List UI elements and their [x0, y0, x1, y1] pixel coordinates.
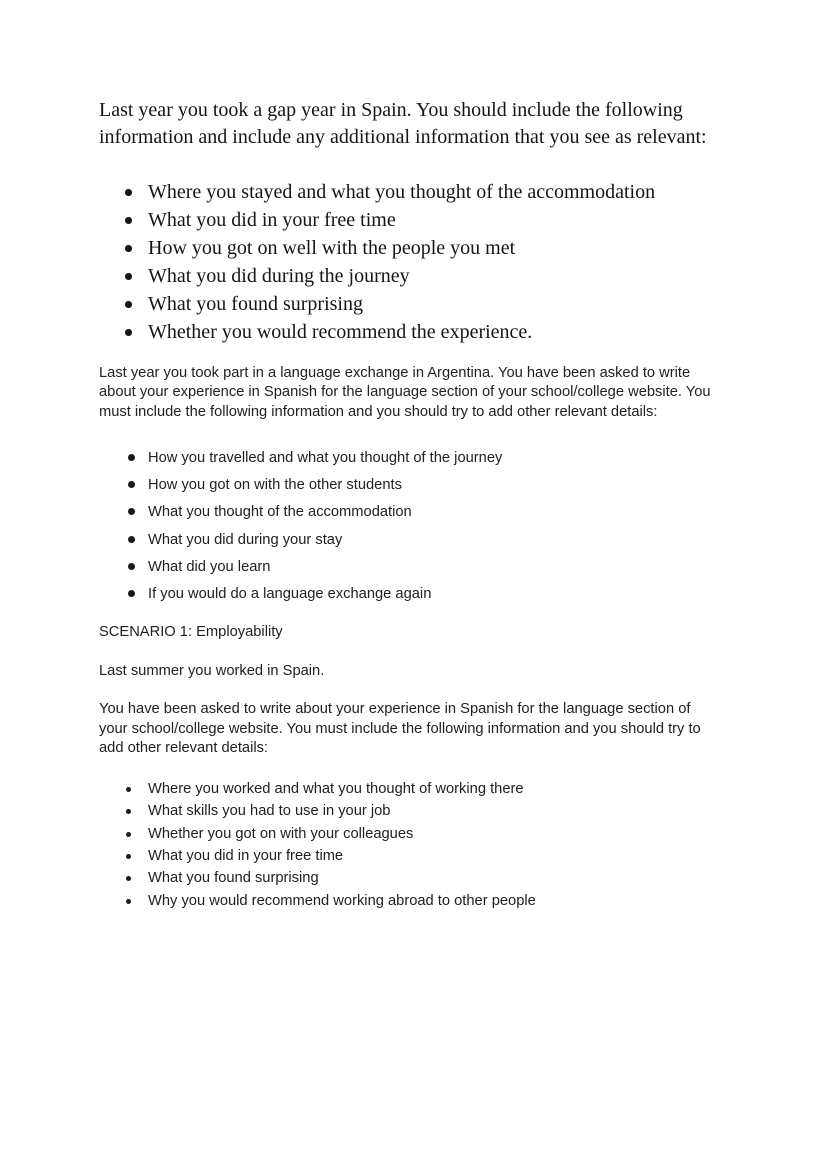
list-item: Where you worked and what you thought of working there	[148, 780, 738, 799]
gap-year-intro-paragraph: Last year you took a gap year in Spain. You should include the following information and include any additional information that you see as relevant:	[99, 99, 707, 148]
list-item: Whether you would recommend the experience.	[148, 318, 748, 346]
section-gap-year-task	[99, 97, 739, 346]
list-item: What you found surprising	[148, 869, 738, 888]
list-item: What skills you had to use in your job	[148, 802, 738, 821]
scenario-heading: SCENARIO 1: Employability	[99, 623, 283, 640]
list-item: If you would do a language exchange again	[148, 585, 738, 604]
list-item: What you did in your free time	[148, 847, 738, 866]
list-item: Why you would recommend working abroad to other people	[148, 892, 738, 911]
list-item: What you did during the journey	[148, 262, 748, 290]
gap-year-bullet-list	[99, 178, 748, 346]
section-employability-scenario	[99, 623, 739, 911]
list-item: What you thought of the accommodation	[148, 503, 738, 522]
scenario-context: Last summer you worked in Spain.	[99, 662, 325, 679]
list-item: How you got on with the other students	[148, 476, 738, 495]
list-item: What you did during your stay	[148, 531, 738, 550]
list-item: Whether you got on with your colleagues	[148, 825, 738, 844]
list-item: What you did in your free time	[148, 206, 748, 234]
list-item: How you got on well with the people you met	[148, 234, 748, 262]
list-item: What you found surprising	[148, 290, 748, 318]
section-language-exchange-task	[99, 364, 739, 605]
employability-bullet-list	[99, 780, 738, 911]
list-item: What did you learn	[148, 558, 738, 577]
list-item: Where you stayed and what you thought of the accommodation	[148, 178, 748, 206]
language-exchange-intro-paragraph: Last year you took part in a language exchange in Argentina. You have been asked to write about your experience in Spanish for the language section of your school/college website. You must include the following information and you should try to add other relevant details:	[99, 365, 711, 420]
list-item: How you travelled and what you thought of the journey	[148, 449, 738, 468]
language-exchange-bullet-list	[99, 449, 738, 605]
scenario-intro-paragraph: You have been asked to write about your experience in Spanish for the language section of your school/college website. You must include the following information and you should try to add other relevant details:	[99, 701, 701, 756]
